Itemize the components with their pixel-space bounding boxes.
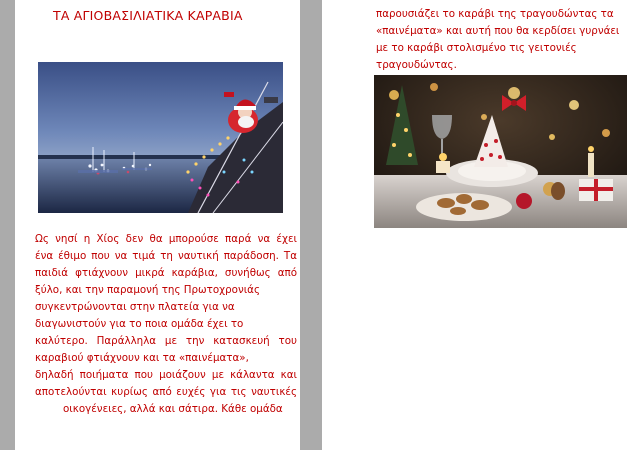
christmas-table-image	[374, 75, 627, 228]
text-line: τραγουδώντας.	[376, 59, 457, 71]
text-line: οικογένειες, αλλά και σάτιρα. Κάθε ομάδα	[63, 403, 283, 415]
text-line: συγκεντρώνονται στην πλατεία για να	[35, 301, 235, 313]
text-line: καραβιού φτιάχνουν και τα «παινέματα»,	[35, 352, 249, 364]
text-line: καλύτερο. Παράλληλα με την κατασκευή του	[35, 335, 297, 347]
text-line: παρουσιάζει το καράβι της τραγουδώντας τα	[376, 8, 614, 20]
text-line: ένα έθιμο που να τιμά τη ναυτική παράδοση. Τα	[35, 250, 297, 262]
decorated-boats-image	[38, 62, 283, 213]
christmas-table-photo	[374, 75, 627, 228]
right-body-text	[376, 6, 626, 74]
text-line: διαγωνιστούν για το ποια ομάδα έχει το	[35, 318, 244, 330]
text-line: Ως νησί η Χίος δεν θα μπορούσε παρά να έχει	[35, 233, 297, 245]
text-line: δηλαδή ποιήματα που μοιάζουν με κάλαντα και	[35, 369, 297, 381]
text-line: ξύλο, και την παραμονή της Πρωτοχρονιάς	[35, 284, 261, 296]
text-line: παιδιά φτιάχνουν μικρά καράβια, συνήθως από	[35, 267, 297, 279]
decorated-boats-photo	[38, 62, 283, 213]
document-title: ΤΑ ΑΓΙΟΒΑΣΙΛΙΑΤΙΚΑ ΚΑΡΑΒΙΑ	[53, 8, 243, 23]
left-page	[15, 0, 300, 450]
right-page	[322, 0, 640, 450]
text-line: «παινέματα» και αυτή που θα κερδίσει γυρνάει	[376, 25, 620, 37]
text-line: με το καράβι στολισμένο τις γειτονιές	[376, 42, 577, 54]
text-line: αποτελούνται κυρίως από ευχές για τις ναυτικές	[35, 386, 297, 398]
left-body-text	[35, 231, 297, 418]
